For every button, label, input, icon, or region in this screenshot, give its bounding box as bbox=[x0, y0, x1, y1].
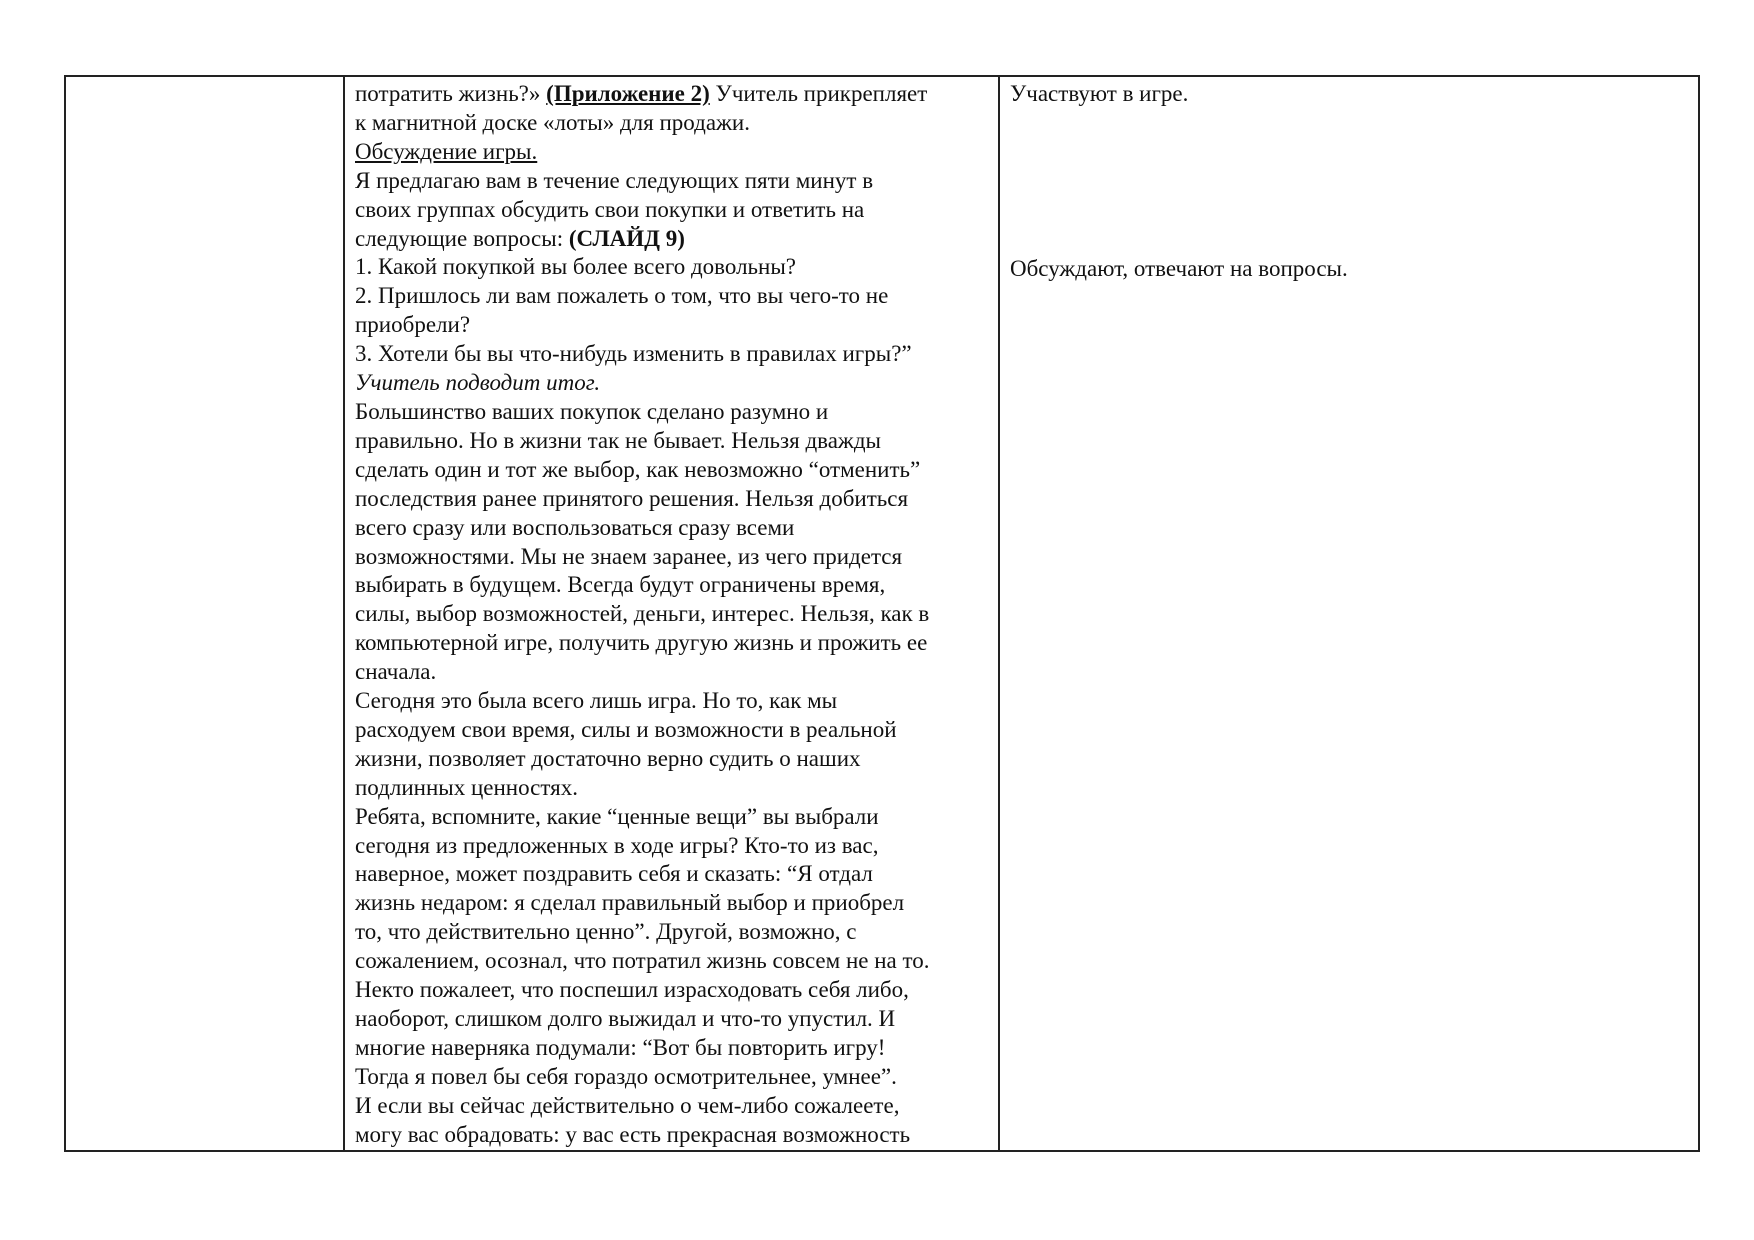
teacher-activity-cell bbox=[344, 76, 999, 1151]
question-item: 2. Пришлось ли вам пожалеть о том, что вы чего-то не bbox=[355, 283, 889, 309]
question-item: 1. Какой покупкой вы более всего довольны? bbox=[355, 254, 797, 280]
text-line: приобрели? bbox=[355, 312, 471, 338]
text-line: возможностями. Мы не знаем заранее, из чего придется bbox=[355, 543, 903, 569]
text-line: Большинство ваших покупок сделано разумно и bbox=[355, 398, 829, 424]
text-line: подлинных ценностях. bbox=[355, 774, 578, 800]
section-heading: Обсуждение игры. bbox=[355, 138, 538, 164]
text-line: могу вас обрадовать: у вас есть прекрасная возможность bbox=[355, 1121, 911, 1147]
text-line: сделать один и тот же выбор, как невозможно “отменить” bbox=[355, 456, 921, 482]
slide-reference: (СЛАЙД 9) bbox=[568, 225, 685, 251]
text-line: Сегодня это была всего лишь игра. Но то, как мы bbox=[355, 688, 838, 714]
text-line: Ребята, вспомните, какие “ценные вещи” вы выбрали bbox=[355, 803, 879, 829]
text-line: многие наверняка подумали: “Вот бы повторить игру! bbox=[355, 1034, 886, 1060]
student-activity-play: Участвуют в игре. bbox=[1010, 81, 1189, 106]
text-line: Тогда я повел бы себя гораздо осмотрительнее, умнее”. bbox=[355, 1063, 897, 1089]
text-line: своих группах обсудить свои покупки и ответить на bbox=[355, 196, 865, 222]
stage-cell bbox=[65, 76, 344, 1151]
text-line: правильно. Но в жизни так не бывает. Нельзя дважды bbox=[355, 427, 881, 453]
text-line: всего сразу или воспользоваться сразу всеми bbox=[355, 514, 795, 540]
text-line: силы, выбор возможностей, деньги, интерес. Нельзя, как в bbox=[355, 601, 930, 627]
appendix-reference: (Приложение 2) bbox=[546, 81, 710, 106]
student-activity-discuss: Обсуждают, отвечают на вопросы. bbox=[1010, 256, 1348, 281]
text-line: компьютерной игре, получить другую жизнь и прожить ее bbox=[355, 630, 928, 656]
teacher-activity-text bbox=[345, 77, 998, 1150]
table-row bbox=[65, 76, 1699, 1151]
text-line: то, что действительно ценно”. Другой, возможно, с bbox=[355, 919, 857, 945]
text-line: к магнитной доске «лоты» для продажи. bbox=[355, 109, 750, 135]
text-line: последствия ранее принятого решения. Нельзя добиться bbox=[355, 485, 909, 511]
text-line: сначала. bbox=[355, 659, 437, 685]
text-line: следующие вопросы: (СЛАЙД 9) bbox=[355, 225, 685, 251]
text-line: расходуем свои время, силы и возможности в реальной bbox=[355, 716, 897, 742]
teacher-note: Учитель подводит итог. bbox=[355, 370, 601, 396]
question-item: 3. Хотели бы вы что-нибудь изменить в правилах игры?” bbox=[355, 341, 912, 367]
lesson-table bbox=[64, 75, 1700, 1152]
text-line: сегодня из предложенных в ходе игры? Кто-то из вас, bbox=[355, 832, 879, 858]
text-line: жизнь недаром: я сделал правильный выбор и приобрел bbox=[355, 890, 905, 916]
text-line: наверное, может поздравить себя и сказать: “Я отдал bbox=[355, 861, 873, 887]
text-line: жизни, позволяет достаточно верно судить о наших bbox=[355, 745, 861, 771]
text-line: сожалением, осознал, что потратил жизнь совсем не на то. bbox=[355, 948, 930, 974]
text-line: потратить жизнь?» (Приложение 2) Учитель прикрепляет bbox=[355, 81, 928, 106]
text-line: Я предлагаю вам в течение следующих пяти минут в bbox=[355, 167, 874, 193]
text-line: наоборот, слишком долго выжидал и что-то упустил. И bbox=[355, 1006, 896, 1031]
text-line: И если вы сейчас действительно о чем-либо сожалеете, bbox=[355, 1092, 900, 1118]
text-line: Некто пожалеет, что поспешил израсходовать себя либо, bbox=[355, 977, 909, 1003]
student-activity-cell bbox=[999, 76, 1699, 1151]
text-line: выбирать в будущем. Всегда будут ограничены время, bbox=[355, 572, 886, 598]
